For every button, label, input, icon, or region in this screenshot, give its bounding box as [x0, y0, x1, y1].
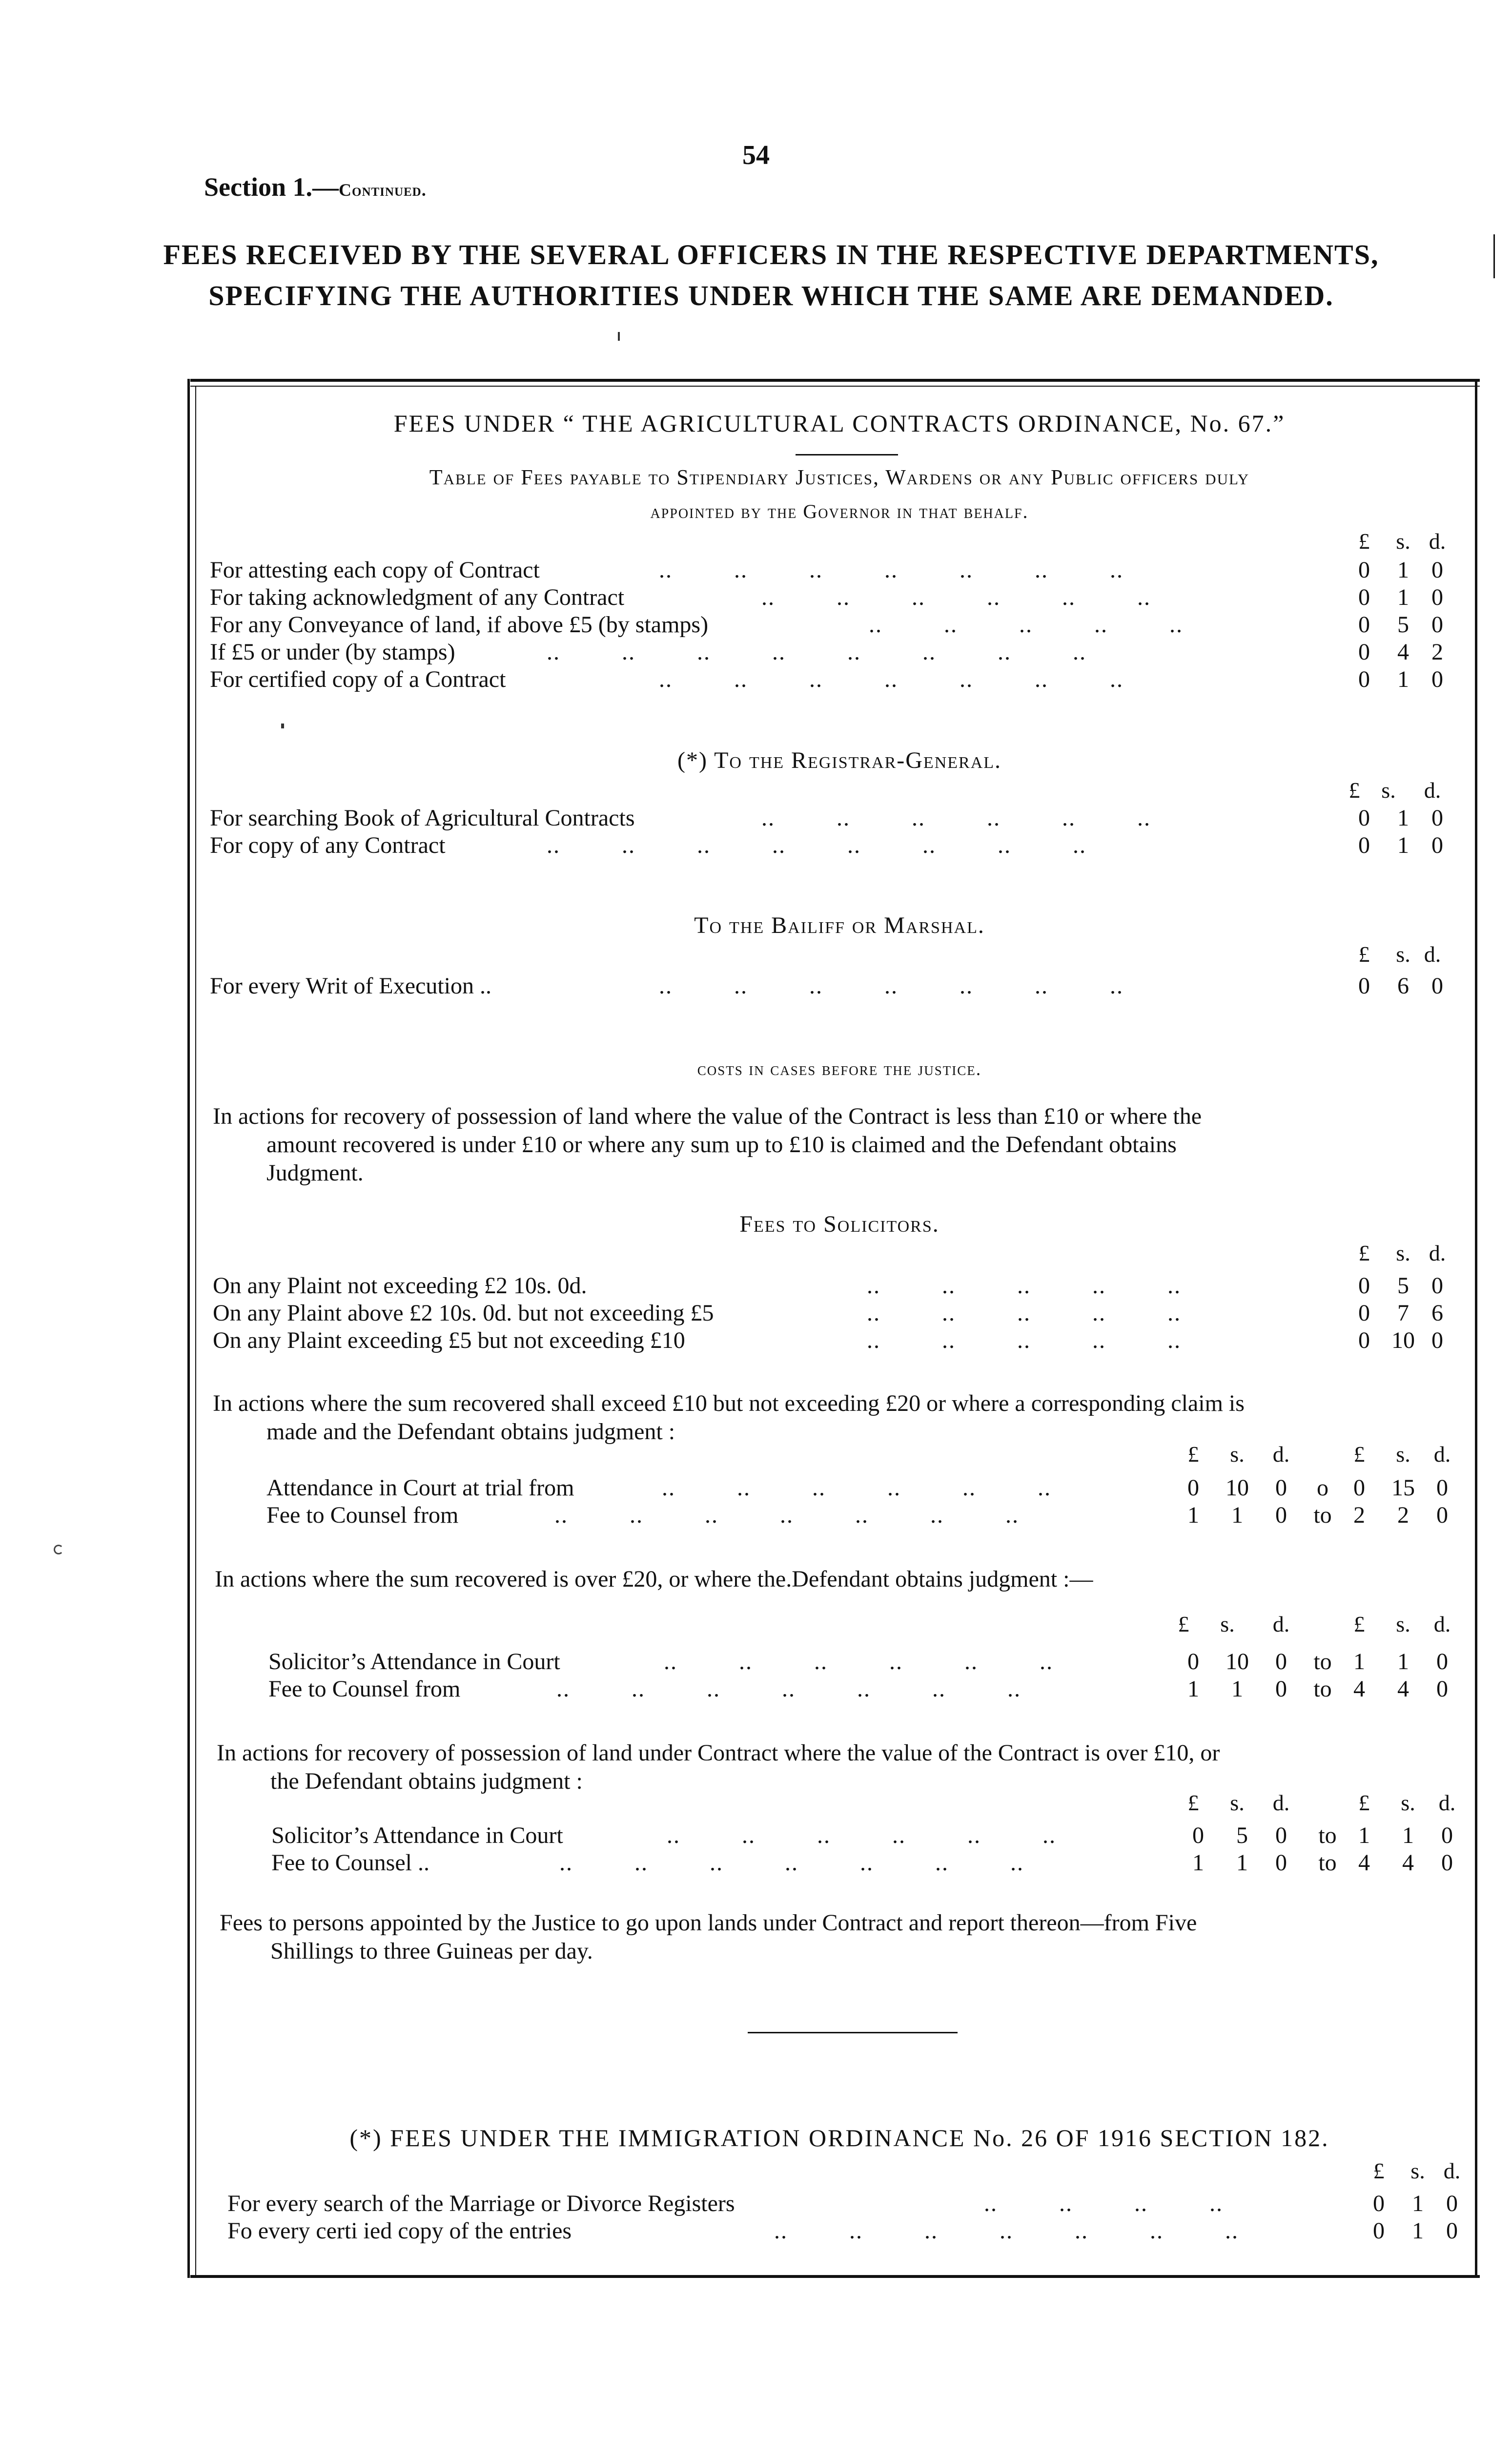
- fee-label: Fee to Counsel ..: [271, 1850, 429, 1876]
- fee-label: Fee to Counsel from: [268, 1676, 461, 1702]
- section-continued: Continued.: [339, 180, 427, 200]
- fee-label: If £5 or under (by stamps): [210, 639, 455, 665]
- title-rule: [796, 454, 898, 455]
- pound-header: £: [1178, 1612, 1189, 1636]
- from-pence: 0: [1275, 1850, 1287, 1876]
- fee-row: [213, 1272, 1462, 1301]
- from-shillings: 1: [1231, 1502, 1243, 1528]
- from-pounds: 0: [1192, 1822, 1204, 1848]
- from-shillings: 5: [1236, 1822, 1248, 1848]
- costs-intro: [213, 1102, 1472, 1187]
- range-separator: o: [1317, 1475, 1328, 1501]
- fee-row: [210, 972, 1459, 1001]
- persons-line-2: Shillings to three Guineas per day.: [270, 1938, 593, 1964]
- shillings: 1: [1397, 832, 1409, 858]
- pence-header: d.: [1272, 1790, 1290, 1815]
- pound-header: £: [1373, 2158, 1385, 2183]
- dot-leader: .. .. .. .. .. ..: [761, 584, 1151, 610]
- pence: 2: [1431, 639, 1443, 665]
- shilling-header: s.: [1410, 2158, 1425, 2183]
- range-row: [266, 1474, 1169, 1503]
- fee-label: On any Plaint above £2 10s. 0d. but not exceeding £5: [213, 1300, 714, 1326]
- from-pence: 0: [1275, 1649, 1287, 1675]
- frame-top-rule-inner: [190, 386, 1480, 387]
- pound-header: £: [1349, 778, 1360, 803]
- shillings: 5: [1397, 612, 1409, 638]
- shilling-header: s.: [1396, 1241, 1410, 1265]
- from-shillings: 10: [1226, 1475, 1249, 1501]
- costs-title: costs in cases before the justice.: [697, 1059, 982, 1079]
- dot-leader: .. .. .. .. ..: [869, 612, 1183, 638]
- pence-header: d.: [1272, 1612, 1290, 1636]
- dot-leader: .. .. .. ..: [984, 2191, 1223, 2216]
- registrar-title: (*) To the Registrar-General.: [677, 747, 1002, 773]
- group3-line-1: In actions for recovery of possession of land under Contract where the value of the Contract is over £10, or: [217, 1740, 1220, 1766]
- fee-label: For attesting each copy of Contract: [210, 557, 540, 583]
- section-label: [204, 172, 427, 202]
- section-number: Section 1.—: [204, 172, 339, 202]
- immigration-title: (*) FEES UNDER THE IMMIGRATION ORDINANCE No. 26 OF 1916 SECTION 182.: [349, 2124, 1329, 2151]
- pence-header: d.: [1429, 1241, 1446, 1265]
- pound-header: £: [1358, 529, 1370, 554]
- dot-leader: .. .. .. .. .. ..: [761, 805, 1151, 831]
- dot-leader: .. .. .. .. ..: [867, 1273, 1181, 1299]
- to-pence: 0: [1441, 1850, 1453, 1876]
- pence: 0: [1431, 584, 1443, 610]
- fee-label: Fee to Counsel from: [266, 1502, 459, 1528]
- to-pounds: 2: [1353, 1502, 1365, 1528]
- shilling-header: s.: [1220, 1612, 1235, 1636]
- frame-bottom-rule: [190, 2275, 1480, 2278]
- range-separator: to: [1318, 1822, 1337, 1848]
- pounds: 0: [1358, 666, 1370, 692]
- range-row: [268, 1676, 1171, 1704]
- pound-header: £: [1358, 1790, 1370, 1815]
- to-pounds: 0: [1353, 1475, 1365, 1501]
- shillings: 1: [1397, 805, 1409, 831]
- pence-header: d.: [1433, 1612, 1451, 1636]
- shillings: 1: [1412, 2191, 1424, 2216]
- agricultural-subtitle-1: Table of Fees payable to Stipendiary Justices, Wardens or any Public officers duly: [429, 465, 1250, 489]
- group3-intro: [217, 1739, 1476, 1796]
- persons-line-1: Fees to persons appointed by the Justice to go upon lands under Contract and report thereon—from Five: [220, 1910, 1197, 1936]
- fee-label: Solicitor’s Attendance in Court: [268, 1649, 560, 1675]
- pounds: 0: [1373, 2191, 1385, 2216]
- section-divider: [748, 2032, 958, 2033]
- from-pounds: 1: [1187, 1502, 1199, 1528]
- pence: 0: [1431, 1327, 1443, 1353]
- dot-leader: .. .. .. .. ..: [867, 1300, 1181, 1326]
- fee-row: [210, 584, 1459, 612]
- range-separator: to: [1318, 1850, 1337, 1876]
- shillings: 1: [1397, 557, 1409, 583]
- shilling-header: s.: [1396, 1612, 1410, 1636]
- fee-label: For taking acknowledgment of any Contract: [210, 584, 625, 610]
- fee-row: [227, 2190, 1467, 2218]
- pound-header: £: [1187, 1790, 1199, 1815]
- from-pounds: 0: [1187, 1475, 1199, 1501]
- to-pence: 0: [1436, 1649, 1448, 1675]
- pence: 0: [1431, 973, 1443, 999]
- range-row: [271, 1849, 1174, 1878]
- pound-header: £: [1353, 1442, 1365, 1467]
- persons-paragraph: [220, 1909, 1474, 1965]
- ink-speck: [618, 332, 620, 341]
- dot-leader: .. .. .. .. .. .. ..: [556, 1676, 1021, 1702]
- from-shillings: 1: [1231, 1676, 1243, 1702]
- fee-row: [213, 1300, 1462, 1328]
- pence: 0: [1446, 2191, 1458, 2216]
- to-pounds: 4: [1358, 1850, 1370, 1876]
- fee-label: For certified copy of a Contract: [210, 666, 506, 692]
- costs-intro-line-2: amount recovered is under £10 or where any sum up to £10 is claimed and the Defendant obtains: [266, 1132, 1177, 1158]
- from-pence: 0: [1275, 1502, 1287, 1528]
- pounds: 0: [1358, 584, 1370, 610]
- fee-row: [210, 611, 1459, 640]
- to-shillings: 2: [1397, 1502, 1409, 1528]
- fee-label: For any Conveyance of land, if above £5 (by stamps): [210, 612, 709, 638]
- to-pence: 0: [1436, 1676, 1448, 1702]
- dot-leader: .. .. .. .. .. .. ..: [559, 1850, 1024, 1876]
- shillings: 1: [1397, 666, 1409, 692]
- pounds: 0: [1373, 2218, 1385, 2244]
- pence-header: d.: [1424, 778, 1441, 803]
- to-shillings: 4: [1402, 1850, 1414, 1876]
- pound-header: £: [1187, 1442, 1199, 1467]
- to-pounds: 1: [1358, 1822, 1370, 1848]
- range-separator: to: [1313, 1502, 1332, 1528]
- shillings: 5: [1397, 1273, 1409, 1299]
- fee-row: [210, 832, 1459, 860]
- frame-top-rule: [190, 379, 1480, 382]
- pence: 0: [1431, 832, 1443, 858]
- dot-leader: .. .. .. .. .. .. ..: [774, 2218, 1239, 2244]
- pence-header: d.: [1438, 1790, 1456, 1815]
- shilling-header: s.: [1396, 1442, 1410, 1467]
- page-number: 54: [742, 140, 770, 170]
- from-pence: 0: [1275, 1676, 1287, 1702]
- dot-leader: .. .. .. .. ..: [867, 1327, 1181, 1353]
- fee-label: For copy of any Contract: [210, 832, 446, 858]
- dot-leader: .. .. .. .. .. .. ..: [659, 557, 1124, 583]
- fee-row: [210, 666, 1459, 694]
- to-pence: 0: [1436, 1475, 1448, 1501]
- range-row: [266, 1502, 1169, 1530]
- fee-label: For every search of the Marriage or Divorce Registers: [227, 2191, 735, 2216]
- pounds: 0: [1358, 639, 1370, 665]
- bailiff-title: To the Bailiff or Marshal.: [694, 912, 985, 938]
- to-pence: 0: [1436, 1502, 1448, 1528]
- range-separator: to: [1313, 1649, 1332, 1675]
- pence: 0: [1431, 666, 1443, 692]
- group2-line-1: In actions where the sum recovered is over £20, or where the.Defendant obtains judgment :—: [215, 1566, 1093, 1592]
- agricultural-subtitle-2: appointed by the Governor in that behalf.: [650, 500, 1029, 522]
- dot-leader: .. .. .. .. .. ..: [662, 1475, 1051, 1501]
- frame-left-rule-inner: [195, 386, 196, 2275]
- ink-speck: [54, 1545, 63, 1554]
- pounds: 0: [1358, 832, 1370, 858]
- pound-header: £: [1353, 1612, 1365, 1636]
- from-pounds: 0: [1187, 1649, 1199, 1675]
- fee-row: [210, 805, 1459, 833]
- ink-speck: [281, 724, 284, 728]
- shilling-header: s.: [1230, 1442, 1245, 1467]
- frame-right-rule: [1475, 379, 1477, 2278]
- pounds: 0: [1358, 805, 1370, 831]
- range-separator: to: [1313, 1676, 1332, 1702]
- pence: 0: [1431, 612, 1443, 638]
- shilling-header: s.: [1381, 778, 1396, 803]
- group1-line-1: In actions where the sum recovered shall exceed £10 but not exceeding £20 or where a corresponding claim is: [213, 1390, 1245, 1416]
- pence-header: d.: [1433, 1442, 1451, 1467]
- pounds: 0: [1358, 557, 1370, 583]
- dot-leader: .. .. .. .. .. ..: [664, 1649, 1053, 1675]
- frame-left-rule: [187, 379, 190, 2278]
- to-shillings: 4: [1397, 1676, 1409, 1702]
- agricultural-title: FEES UNDER “ THE AGRICULTURAL CONTRACTS ORDINANCE, No. 67.”: [393, 410, 1286, 437]
- fee-label: On any Plaint not exceeding £2 10s. 0d.: [213, 1273, 587, 1299]
- fee-row: [213, 1327, 1462, 1355]
- pounds: 0: [1358, 973, 1370, 999]
- fee-label: On any Plaint exceeding £5 but not exceeding £10: [213, 1327, 685, 1353]
- dot-leader: .. .. .. .. .. .. .. ..: [547, 832, 1086, 858]
- costs-intro-line-1: In actions for recovery of possession of land where the value of the Contract is less than £10 or where the: [213, 1103, 1202, 1129]
- to-shillings: 1: [1397, 1649, 1409, 1675]
- from-pounds: 1: [1192, 1850, 1204, 1876]
- group3-line-2: the Defendant obtains judgment :: [270, 1768, 583, 1794]
- to-pence: 0: [1441, 1822, 1453, 1848]
- shilling-header: s.: [1401, 1790, 1415, 1815]
- pence-header: d.: [1429, 529, 1446, 554]
- fee-row: [227, 2217, 1467, 2246]
- fee-row: [210, 557, 1459, 585]
- to-pounds: 4: [1353, 1676, 1365, 1702]
- fee-label: For searching Book of Agricultural Contracts: [210, 805, 635, 831]
- from-pence: 0: [1275, 1822, 1287, 1848]
- from-shillings: 10: [1226, 1649, 1249, 1675]
- costs-intro-line-3: Judgment.: [266, 1160, 364, 1186]
- to-shillings: 1: [1402, 1822, 1414, 1848]
- group2-intro: [215, 1565, 1474, 1593]
- pounds: 0: [1358, 1273, 1370, 1299]
- fee-label: For every Writ of Execution ..: [210, 973, 492, 999]
- dot-leader: .. .. .. .. .. ..: [667, 1822, 1056, 1848]
- page-title-line-1: FEES RECEIVED BY THE SEVERAL OFFICERS IN THE RESPECTIVE DEPARTMENTS,: [163, 239, 1379, 270]
- shillings: 7: [1397, 1300, 1409, 1326]
- pence: 6: [1431, 1300, 1443, 1326]
- to-pounds: 1: [1353, 1649, 1365, 1675]
- range-row: [271, 1822, 1174, 1850]
- range-row: [268, 1648, 1171, 1676]
- shillings: 10: [1391, 1327, 1415, 1353]
- shillings: 1: [1397, 584, 1409, 610]
- margin-mark: [1493, 234, 1495, 278]
- group1-line-2: made and the Defendant obtains judgment :: [266, 1419, 675, 1445]
- fee-label: Solicitor’s Attendance in Court: [271, 1822, 563, 1848]
- shilling-header: s.: [1396, 942, 1410, 967]
- group1-intro: [213, 1389, 1472, 1446]
- shillings: 4: [1397, 639, 1409, 665]
- pounds: 0: [1358, 1300, 1370, 1326]
- pound-header: £: [1358, 942, 1370, 967]
- pence: 0: [1431, 557, 1443, 583]
- from-pounds: 1: [1187, 1676, 1199, 1702]
- fee-row: [210, 639, 1459, 667]
- pence: 0: [1431, 1273, 1443, 1299]
- pence: 0: [1431, 805, 1443, 831]
- pound-header: £: [1358, 1241, 1370, 1265]
- from-shillings: 1: [1236, 1850, 1248, 1876]
- pounds: 0: [1358, 1327, 1370, 1353]
- dot-leader: .. .. .. .. .. .. ..: [554, 1502, 1019, 1528]
- pence-header: d.: [1272, 1442, 1290, 1467]
- page-title-line-2: SPECIFYING THE AUTHORITIES UNDER WHICH THE SAME ARE DEMANDED.: [208, 280, 1334, 311]
- dot-leader: .. .. .. .. .. .. .. ..: [547, 639, 1086, 665]
- shilling-header: s.: [1230, 1790, 1245, 1815]
- to-shillings: 15: [1391, 1475, 1415, 1501]
- shillings: 6: [1397, 973, 1409, 999]
- shillings: 1: [1412, 2218, 1424, 2244]
- pence-header: d.: [1443, 2158, 1461, 2183]
- pence-header: d.: [1424, 942, 1441, 967]
- from-pence: 0: [1275, 1475, 1287, 1501]
- dot-leader: .. .. .. .. .. .. ..: [659, 666, 1124, 692]
- pounds: 0: [1358, 612, 1370, 638]
- pence: 0: [1446, 2218, 1458, 2244]
- fee-label: Attendance in Court at trial from: [266, 1475, 574, 1501]
- fee-label: Fo every certi ied copy of the entries: [227, 2218, 572, 2244]
- shilling-header: s.: [1396, 529, 1410, 554]
- dot-leader: .. .. .. .. .. .. ..: [659, 973, 1124, 999]
- solicitors-title: Fees to Solicitors.: [739, 1211, 940, 1237]
